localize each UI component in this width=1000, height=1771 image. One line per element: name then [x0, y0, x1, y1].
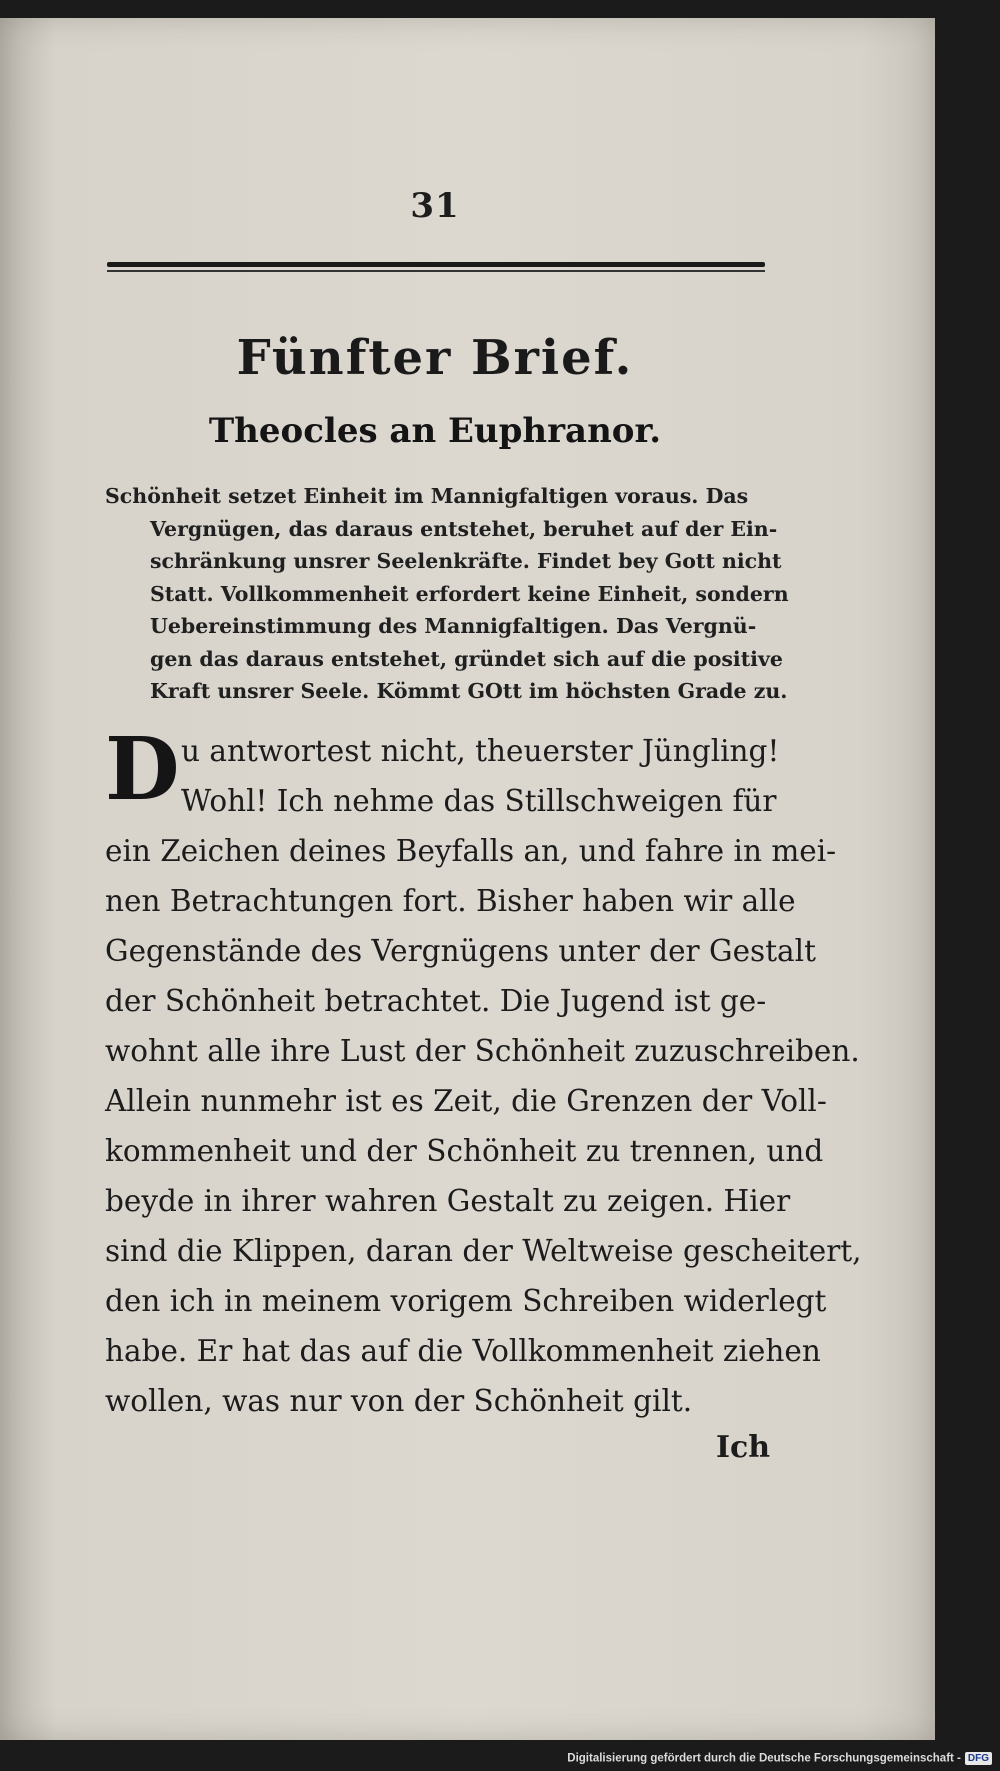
body-line: u antwortest nicht, theuerster Jüngling! — [181, 734, 780, 768]
body-line: den ich in meinem vorigem Schreiben widerlegt — [105, 1284, 827, 1318]
letter-title: Fünfter Brief. — [236, 330, 634, 386]
body-line: kommenheit und der Schönheit zu trennen, und — [105, 1134, 824, 1168]
body-line: beyde in ihrer wahren Gestalt zu zeigen. Hier — [105, 1184, 791, 1218]
body-line: Wohl! Ich nehme das Stillschweigen für — [181, 784, 777, 818]
book-page — [0, 18, 935, 1740]
summary-line: Statt. Vollkommenheit erfordert keine Einheit, sondern — [150, 581, 789, 606]
body-line: ein Zeichen deines Beyfalls an, und fahre in mei- — [105, 834, 837, 868]
body-line: der Schönheit betrachtet. Die Jugend ist ge- — [105, 984, 767, 1018]
body-line: sind die Klippen, daran der Weltweise gescheitert, — [105, 1234, 862, 1268]
body-line: Gegenstände des Vergnügens unter der Gestalt — [105, 934, 816, 968]
credit-text: Digitalisierung gefördert durch die Deutsche Forschungsgemeinschaft - — [567, 1752, 961, 1765]
summary-line: schränkung unsrer Seelenkräfte. Findet bey Gott nicht — [150, 549, 782, 573]
summary-line: Schönheit setzet Einheit im Mannigfaltigen voraus. Das — [105, 484, 749, 508]
summary-line: Vergnügen, das daraus entstehet, beruhet auf der Ein- — [150, 516, 778, 541]
chapter-summary — [105, 480, 789, 708]
body-text — [105, 719, 862, 1426]
header-rule — [107, 262, 765, 267]
catchword: Ich — [716, 1430, 771, 1465]
body-line: wollen, was nur von der Schönheit gilt. — [105, 1384, 693, 1418]
body-line: nen Betrachtungen fort. Bisher haben wir alle — [105, 884, 796, 918]
dfg-logo: DFG — [965, 1752, 992, 1765]
digitization-credit — [567, 1752, 992, 1765]
page-number: 31 — [410, 186, 460, 226]
body-line: habe. Er hat das auf die Vollkommenheit ziehen — [105, 1334, 821, 1368]
header-rule-thin — [107, 270, 765, 272]
summary-line: Kraft unsrer Seele. Kömmt GOtt im höchsten Grade zu. — [150, 679, 788, 703]
body-line: wohnt alle ihre Lust der Schönheit zuzuschreiben. — [105, 1034, 860, 1068]
summary-line: Uebereinstimmung des Mannigfaltigen. Das Vergnü- — [150, 614, 757, 638]
drop-cap: D — [105, 719, 180, 820]
summary-line: gen das daraus entstehet, gründet sich auf die positive — [150, 646, 783, 671]
letter-subtitle: Theocles an Euphranor. — [208, 411, 662, 451]
body-line: Allein nunmehr ist es Zeit, die Grenzen der Voll- — [105, 1084, 827, 1118]
